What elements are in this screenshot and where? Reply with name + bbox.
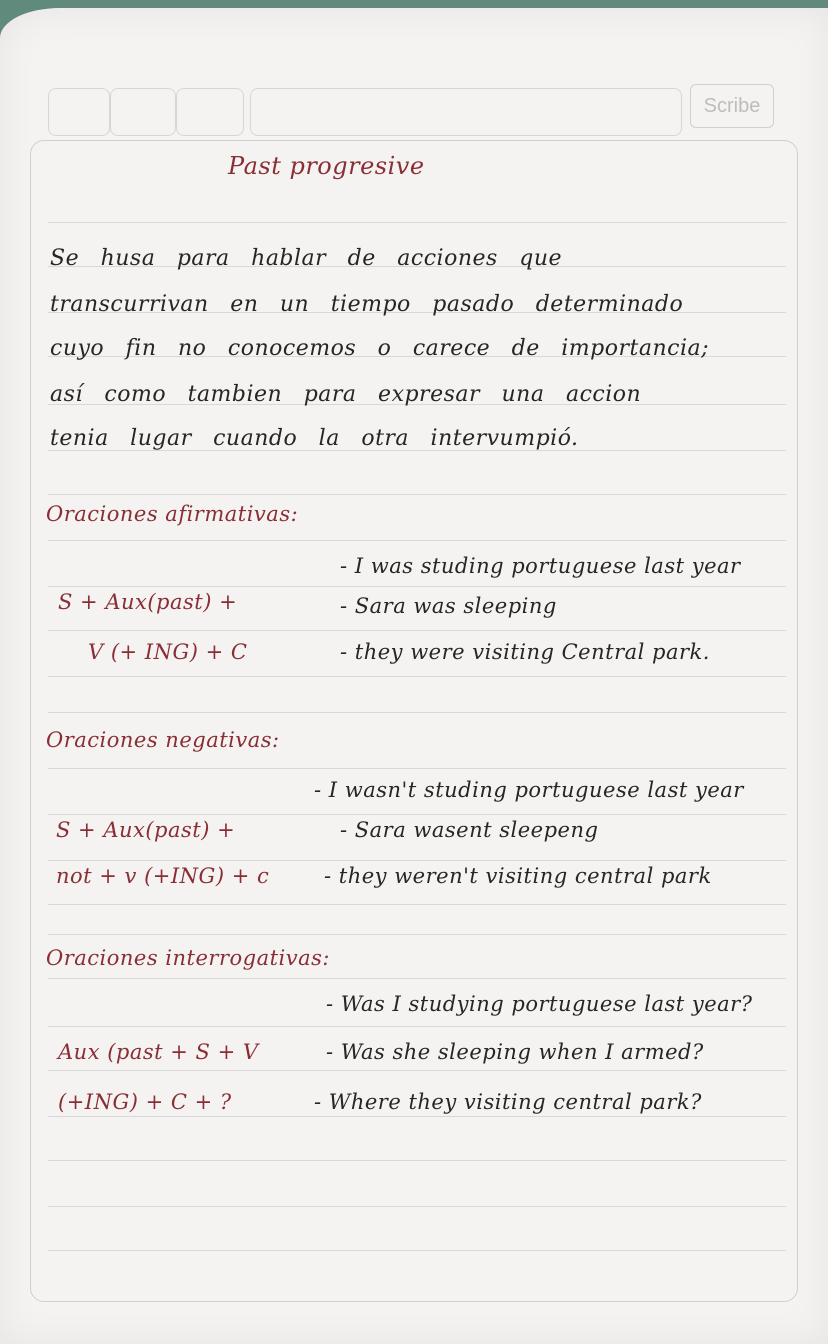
rule-line <box>48 586 786 587</box>
header-field-2 <box>110 88 176 136</box>
example-line: - Where they visiting central park? <box>314 1090 702 1114</box>
formula-line: V (+ ING) + C <box>88 640 248 664</box>
example-line: - Sara wasent sleepeng <box>340 818 599 842</box>
rule-line <box>48 222 786 223</box>
section-heading: Oraciones afirmativas: <box>46 502 299 526</box>
rule-line <box>48 712 786 713</box>
intro-line: tenia lugar cuando la otra intervumpió. <box>50 426 579 451</box>
brand-logo: Scribe <box>690 84 774 128</box>
example-line: - Was she sleeping when I armed? <box>326 1040 704 1064</box>
section-heading: Oraciones interrogativas: <box>46 946 330 970</box>
formula-line: S + Aux(past) + <box>56 818 236 842</box>
rule-line <box>48 1160 786 1161</box>
example-line: - I was studing portuguese last year <box>340 554 741 578</box>
rule-line <box>48 676 786 677</box>
rule-line <box>48 1250 786 1251</box>
intro-line: así como tambien para expresar una accion <box>50 382 642 407</box>
rule-line <box>48 860 786 861</box>
formula-line: Aux (past + S + V <box>58 1040 259 1064</box>
example-line: - Sara was sleeping <box>340 594 557 618</box>
rule-line <box>48 978 786 979</box>
example-line: - I wasn't studing portuguese last year <box>314 778 744 802</box>
intro-line: cuyo fin no conocemos o carece de importancia; <box>50 336 710 361</box>
header-field-1 <box>48 88 110 136</box>
rule-line <box>48 1206 786 1207</box>
header-field-4 <box>250 88 682 136</box>
intro-line: Se husa para hablar de acciones que <box>50 246 563 271</box>
header-field-3 <box>176 88 244 136</box>
rule-line <box>48 768 786 769</box>
rule-line <box>48 494 786 495</box>
rule-line <box>48 934 786 935</box>
rule-line <box>48 630 786 631</box>
example-line: - they weren't visiting central park <box>324 864 712 888</box>
rule-line <box>48 814 786 815</box>
rule-line <box>48 1116 786 1117</box>
example-line: - Was I studying portuguese last year? <box>326 992 753 1016</box>
formula-line: not + v (+ING) + c <box>56 864 270 888</box>
page-title: Past progresive <box>228 152 425 180</box>
intro-line: transcurrivan en un tiempo pasado determinado <box>50 292 684 317</box>
section-heading: Oraciones negativas: <box>46 728 280 752</box>
rule-line <box>48 1026 786 1027</box>
rule-line <box>48 1070 786 1071</box>
formula-line: S + Aux(past) + <box>58 590 238 614</box>
formula-line: (+ING) + C + ? <box>58 1090 232 1114</box>
rule-line <box>48 540 786 541</box>
rule-line <box>48 904 786 905</box>
example-line: - they were visiting Central park. <box>340 640 710 664</box>
